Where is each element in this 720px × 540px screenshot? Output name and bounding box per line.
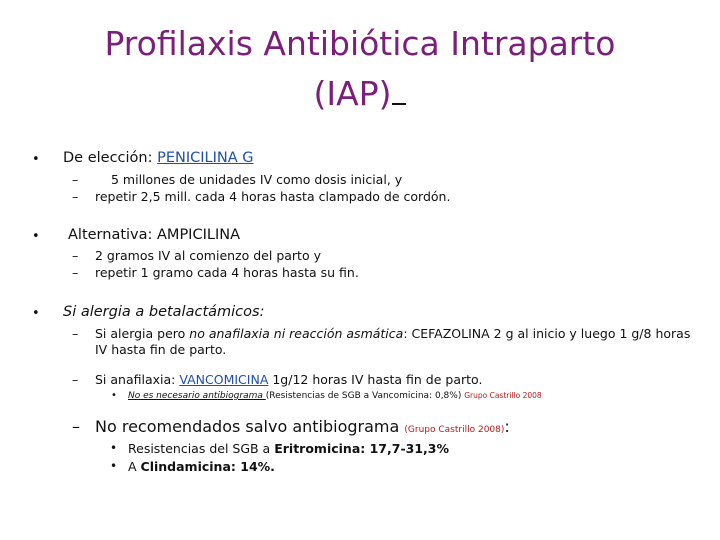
slide-title-line1: Profilaxis Antibiótica Intraparto (104, 24, 616, 63)
ampicilina-dose-repeat: repetir 1 gramo cada 4 horas hasta su fin. (95, 265, 359, 280)
bullet-dot: • (32, 229, 40, 244)
eritromicina-pre: Resistencias del SGB a (128, 441, 275, 456)
slide-title-line2 (0, 73, 720, 115)
vancomicina-note-reference: Grupo Castrillo 2008 (464, 391, 542, 400)
allergy-no-anaphylaxis (95, 326, 690, 341)
bullet-dot: • (32, 306, 40, 321)
anaphylaxis-post: 1g/12 horas IV hasta fin de parto. (268, 372, 483, 387)
bullet-dot: • (32, 152, 40, 167)
not-recommended-heading (95, 417, 510, 436)
ampicilina-dose-initial: 2 gramos IV al comienzo del parto y (95, 248, 321, 263)
dash: – (72, 326, 79, 341)
penicilina-link[interactable]: PENICILINA G (157, 150, 254, 166)
not-recommended-reference: (Grupo Castrillo 2008) (404, 425, 505, 435)
penicilina-dose-initial: 5 millones de unidades IV como dosis inicial, y (111, 172, 403, 187)
bullet-dot: • (111, 390, 117, 401)
allergy-no-anaphylaxis-italic: no anafilaxia ni reacción asmática (189, 326, 404, 341)
bullet-dot: • (110, 441, 118, 455)
eritromicina-resistance (128, 441, 449, 456)
slide-title-iap: (IAP) (313, 74, 392, 113)
allergy-no-anaphylaxis-post: : CEFAZOLINA 2 g al inicio y luego 1 g/8 horas (403, 326, 691, 341)
dash: – (72, 172, 79, 187)
clindamicina-pre: A (128, 459, 141, 474)
dash: – (72, 189, 79, 204)
title-underline-mark (392, 73, 406, 105)
eritromicina-value: Eritromicina: 17,7-31,3% (274, 441, 450, 456)
vancomicina-link[interactable]: VANCOMICINA (179, 372, 269, 387)
allergy-no-anaphylaxis-pre: Si alergia pero (95, 326, 190, 341)
not-recommended-colon: : (504, 417, 510, 436)
bullet-alternative: Alternativa: AMPICILINA (68, 227, 240, 243)
vancomicina-note (128, 391, 542, 401)
penicilina-dose-repeat: repetir 2,5 mill. cada 4 horas hasta clampado de cordón. (95, 189, 451, 204)
bullet-dot: • (110, 459, 118, 473)
bullet-first-choice (63, 150, 254, 166)
dash: – (72, 248, 79, 263)
first-choice-label: De elección: (63, 150, 158, 166)
allergy-anaphylaxis (95, 372, 482, 387)
anaphylaxis-pre: Si anafilaxia: (95, 372, 180, 387)
allergy-no-anaphylaxis-line2: IV hasta fin de parto. (95, 342, 227, 357)
clindamicina-value: Clindamicina: 14%. (140, 459, 275, 474)
bullet-allergy: Si alergia a betalactámicos: (63, 304, 265, 320)
dash: – (72, 417, 80, 436)
dash: – (72, 265, 79, 280)
clindamicina-resistance (128, 459, 275, 474)
vancomicina-note-text: (Resistencias de SGB a Vancomicina: 0,8%) (265, 391, 465, 401)
vancomicina-note-italic: No es necesario antibiograma (128, 391, 266, 401)
dash: – (72, 372, 79, 387)
not-recommended-text: No recomendados salvo antibiograma (95, 417, 405, 436)
